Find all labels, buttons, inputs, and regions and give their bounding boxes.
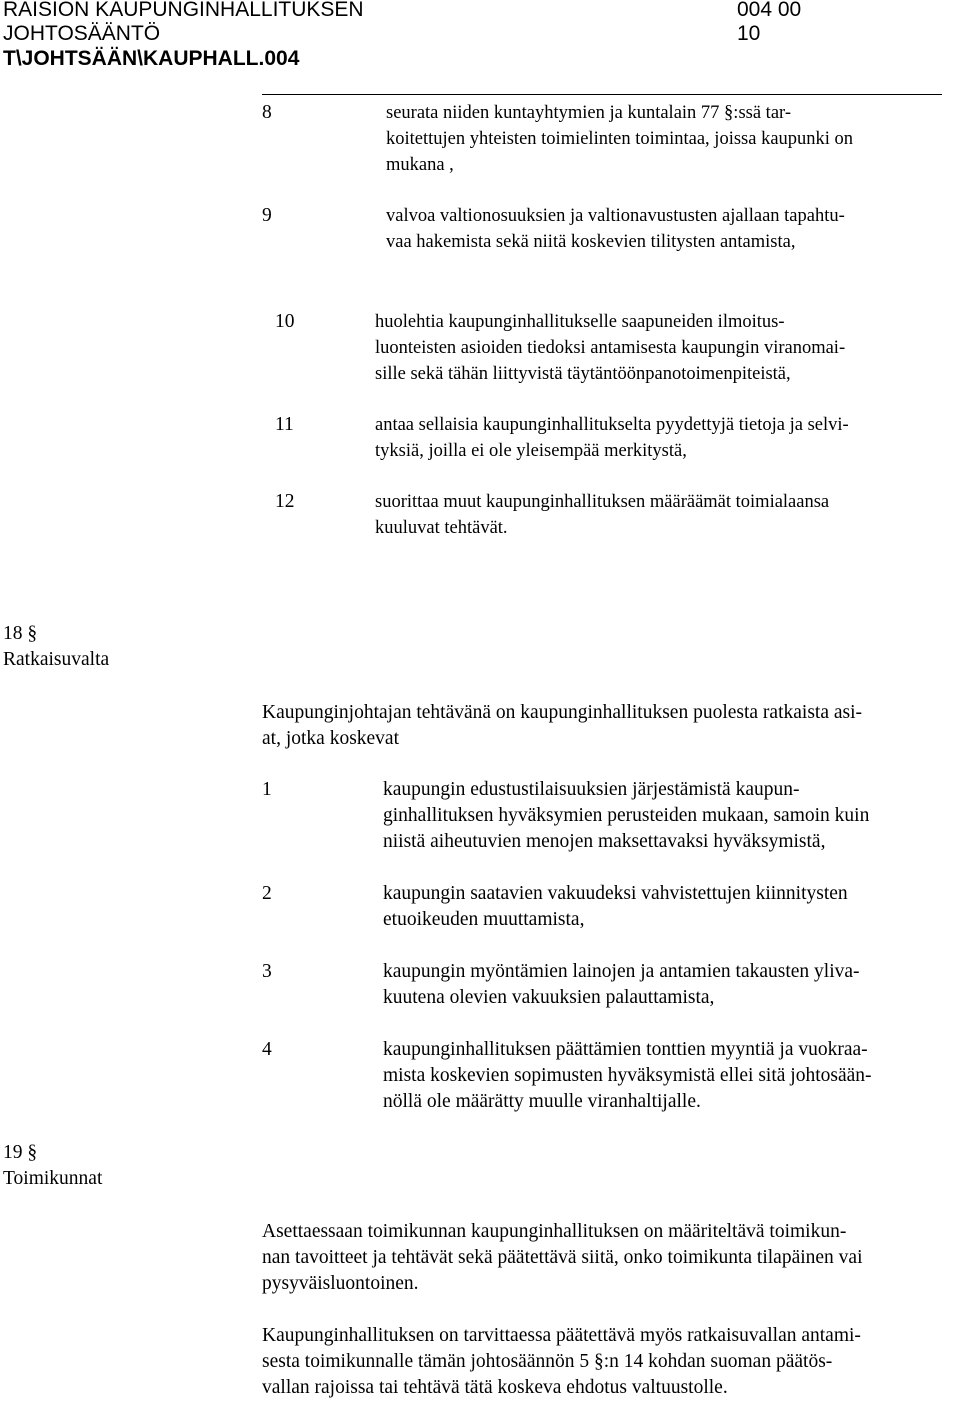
section-heading: Ratkaisuvalta [3, 649, 110, 670]
section-number: 18 § [3, 623, 38, 644]
list-item-number: 11 [275, 414, 294, 435]
text-line: kuutena olevien vakuuksien palauttamista, [383, 987, 715, 1008]
paragraph [262, 1219, 863, 1297]
text-line: sille sekä tähän liittyvistä täytäntöönpanotoimenpiteistä, [375, 364, 791, 384]
list-item-text [386, 203, 845, 255]
text-line: Kaupunginjohtajan tehtävänä on kaupunginhallituksen puolesta ratkaista asi- [262, 702, 863, 723]
text-line: suorittaa muut kaupunginhallituksen määräämät toimialaansa [375, 492, 830, 512]
text-line: kuuluvat tehtävät. [375, 518, 508, 538]
text-line: sesta toimikunnalle tämän johtosäännön 5 §:n 14 kohdan suoman päätös- [262, 1351, 833, 1372]
section-heading: Toimikunnat [3, 1168, 103, 1189]
list-item-text [383, 777, 869, 855]
list-item-text [383, 881, 848, 933]
text-line: kaupungin myöntämien lainojen ja antamien takausten yliva- [383, 961, 860, 982]
text-line: vallan rajoissa tai tehtävä tätä koskeva ehdotus valtuustolle. [262, 1377, 728, 1398]
text-line: tyksiä, joilla ei ole yleisempää merkitystä, [375, 441, 687, 461]
text-line: nöllä ole määrätty muulle viranhaltijalle. [383, 1091, 701, 1112]
list-item-text [383, 1037, 872, 1115]
text-line: Kaupunginhallituksen on tarvittaessa päätettävä myös ratkaisuvallan antami- [262, 1325, 861, 1346]
text-line: luonteisten asioiden tiedoksi antamisesta kaupungin viranomai- [375, 338, 846, 358]
header-path: T\JOHTSÄÄN\KAUPHALL.004 [3, 47, 300, 70]
list-item-number: 4 [262, 1039, 272, 1060]
header-title-line1: RAISION KAUPUNGINHALLITUKSEN [3, 0, 364, 21]
list-item-text [375, 489, 829, 541]
text-line: mukana , [386, 155, 454, 175]
text-line: etuoikeuden muuttamista, [383, 909, 585, 930]
list-item-text [375, 412, 849, 464]
text-line: nan tavoitteet ja tehtävät sekä päätettävä siitä, onko toimikunta tilapäinen vai [262, 1247, 863, 1268]
header-rule [262, 94, 942, 95]
list-item-number: 9 [262, 205, 272, 226]
section-intro [262, 700, 862, 752]
list-item-text [383, 959, 860, 1011]
list-item-text [386, 100, 853, 178]
text-line: at, jotka koskevat [262, 728, 400, 749]
list-item-number: 3 [262, 961, 272, 982]
text-line: koitettujen yhteisten toimielinten toimintaa, joissa kaupunki on [386, 129, 854, 149]
text-line: seurata niiden kuntayhtymien ja kuntalain 77 §:ssä tar- [386, 103, 791, 123]
text-line: valvoa valtionosuuksien ja valtionavustusten ajallaan tapahtu- [386, 206, 845, 226]
text-line: antaa sellaisia kaupunginhallitukselta pyydettyjä tietoja ja selvi- [375, 415, 849, 435]
text-line: mista koskevien sopimusten hyväksymistä ellei sitä johtosään- [383, 1065, 872, 1086]
text-line: vaa hakemista sekä niitä koskevien tilitysten antamista, [386, 232, 796, 252]
header-doc-code: 004 00 [737, 0, 802, 21]
text-line: ginhallituksen hyväksymien perusteiden mukaan, samoin kuin [383, 805, 870, 826]
text-line: kaupungin edustustilaisuuksien järjestämistä kaupun- [383, 779, 800, 800]
text-line: huolehtia kaupunginhallitukselle saapuneiden ilmoitus- [375, 312, 785, 332]
section-number: 19 § [3, 1142, 38, 1163]
list-item-number: 8 [262, 102, 272, 123]
paragraph [262, 1323, 861, 1401]
header-title-line2: JOHTOSÄÄNTÖ [3, 22, 161, 45]
text-line: kaupunginhallituksen päättämien tonttien myyntiä ja vuokraa- [383, 1039, 868, 1060]
text-line: Asettaessaan toimikunnan kaupunginhallituksen on määriteltävä toimikun- [262, 1221, 847, 1242]
list-item-number: 12 [275, 491, 295, 512]
text-line: niistä aiheutuvien menojen maksettavaksi hyväksymistä, [383, 831, 826, 852]
text-line: pysyväisluontoinen. [262, 1273, 419, 1294]
header-page-number: 10 [737, 22, 761, 45]
list-item-number: 2 [262, 883, 272, 904]
list-item-number: 1 [262, 779, 272, 800]
text-line: kaupungin saatavien vakuudeksi vahvistettujen kiinnitysten [383, 883, 848, 904]
list-item-number: 10 [275, 311, 295, 332]
list-item-text [375, 309, 845, 387]
